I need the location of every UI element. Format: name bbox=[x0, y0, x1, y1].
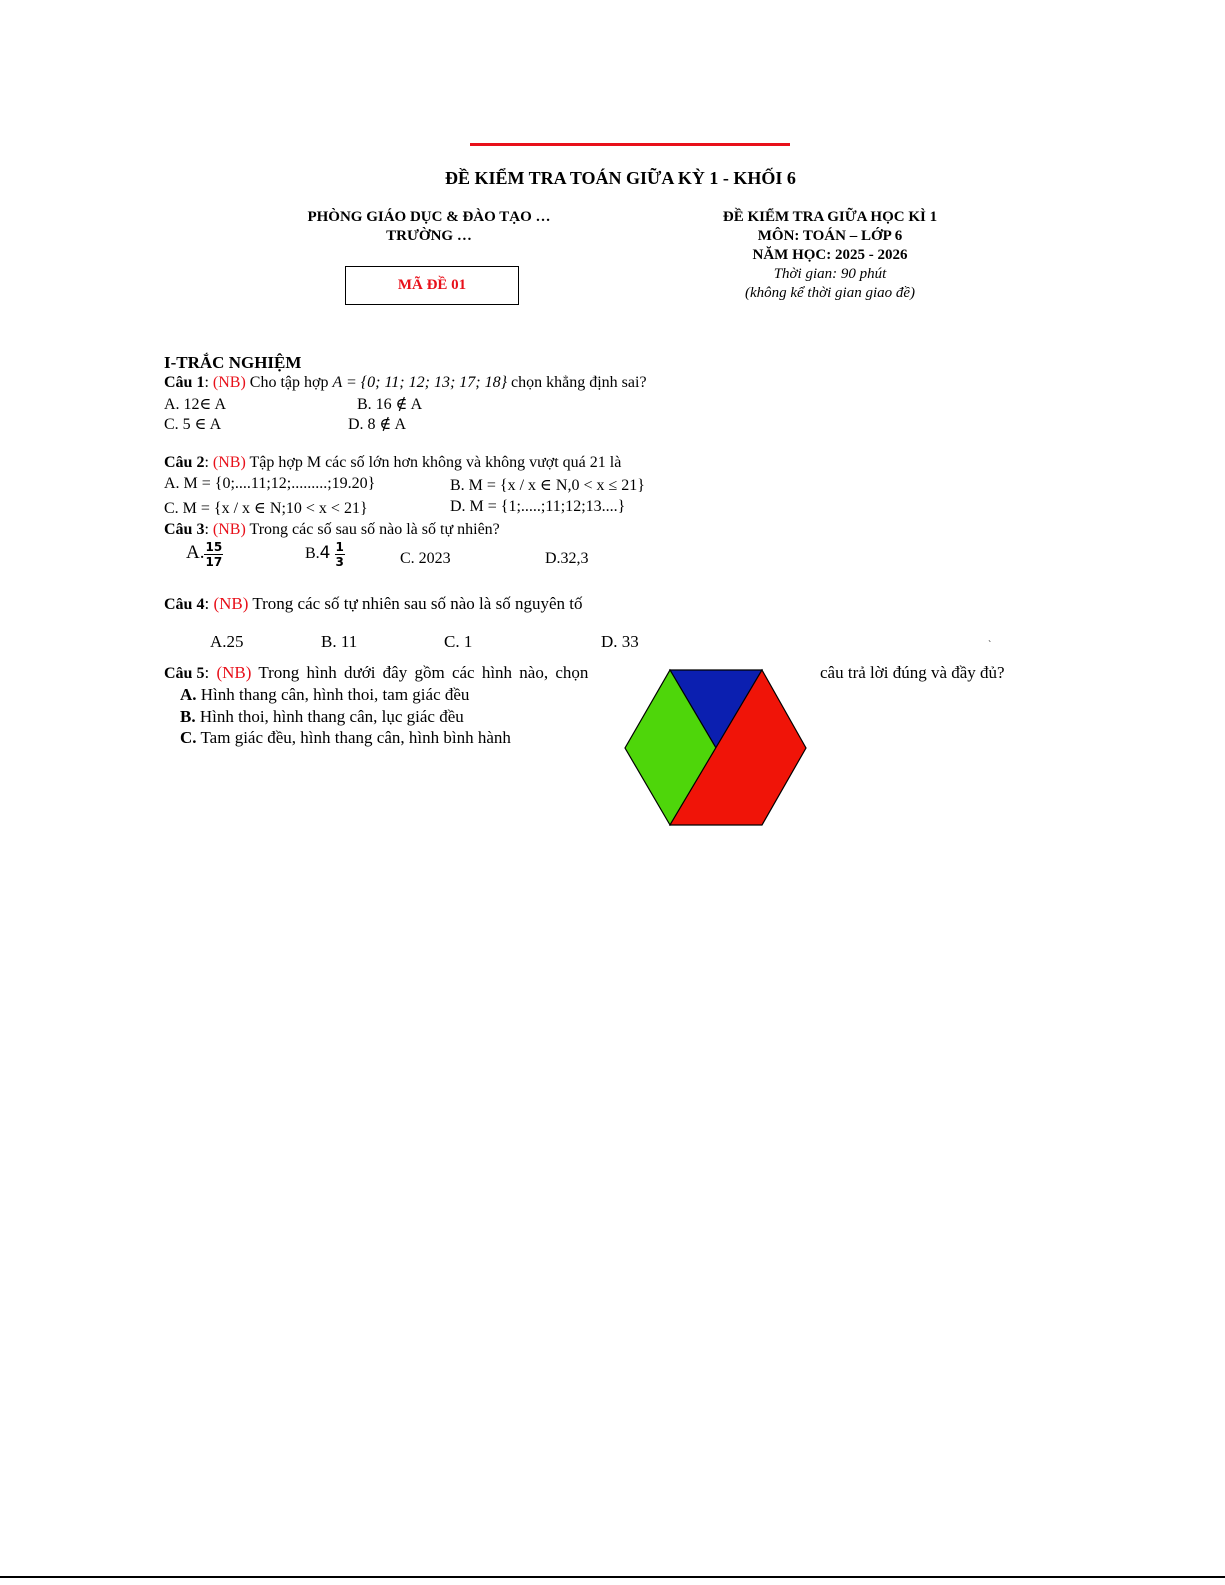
q4-text: Trong các số tự nhiên sau số nào là số nguyên tố bbox=[248, 594, 583, 613]
q1-option-a: A. 12∈ A bbox=[164, 396, 227, 413]
question-5: Câu 5: (NB) Trong hình dưới đây gồm các hình nào, chọn bbox=[164, 663, 589, 682]
q4-option-d: D. 33 bbox=[601, 632, 639, 651]
department-line: PHÒNG GIÁO DỤC & ĐÀO TẠO … bbox=[307, 209, 551, 225]
subject-line: MÔN: TOÁN – LỚP 6 bbox=[757, 228, 903, 244]
q5-option-b bbox=[180, 707, 464, 727]
q1-text-after: chọn khẳng định sai? bbox=[507, 374, 647, 391]
q5-level: (NB) bbox=[216, 663, 252, 682]
q2-option-d: D. M = {1;.....;11;12;13....} bbox=[450, 498, 626, 515]
q3-option-b-whole: 4 bbox=[319, 543, 331, 564]
top-red-rule bbox=[470, 143, 790, 146]
q4-option-b: B. 11 bbox=[321, 632, 358, 651]
q5-text-end: câu trả lời đúng và đầy đủ? bbox=[820, 663, 1005, 682]
duration-note: (không kể thời gian giao đề) bbox=[744, 285, 916, 301]
q3-option-a bbox=[186, 540, 223, 569]
q2-option-b: B. M = {x / x ∈ N,0 < x ≤ 21} bbox=[450, 477, 645, 494]
q3-text: Trong các số sau số nào là số tự nhiên? bbox=[245, 521, 500, 538]
exam-code: MÃ ĐỀ 01 bbox=[397, 277, 467, 293]
q5-text: Trong hình dưới đây gồm các hình nào, chọn bbox=[251, 663, 589, 682]
stray-mark: ` bbox=[988, 640, 992, 651]
q3-level: (NB) bbox=[212, 521, 246, 538]
hexagon-figure bbox=[620, 668, 810, 832]
document-title: ĐỀ KIỂM TRA TOÁN GIỮA KỲ 1 - KHỐI 6 bbox=[445, 168, 796, 188]
q3-label: Câu 3 bbox=[164, 521, 205, 538]
q3-option-c: C. 2023 bbox=[400, 550, 451, 567]
q1-label: Câu 1 bbox=[164, 374, 205, 391]
q5-label: Câu 5 bbox=[164, 665, 205, 682]
q4-option-a: A.25 bbox=[210, 632, 244, 651]
q3-option-b-denominator: 3 bbox=[335, 555, 344, 569]
q4-level: (NB) bbox=[213, 594, 249, 613]
q3-option-d: D.32,3 bbox=[545, 550, 589, 567]
q3-option-a-numerator: 15 bbox=[205, 540, 223, 554]
q3-option-b-fraction bbox=[335, 540, 345, 569]
duration-line: Thời gian: 90 phút bbox=[773, 266, 887, 282]
q1-text-before: Cho tập hợp bbox=[245, 374, 333, 391]
exam-code-box bbox=[345, 266, 519, 305]
question-1: Câu 1: (NB) Cho tập hợp A = {0; 11; 12; 13; 17; 18} chọn khẳng định sai? bbox=[164, 374, 647, 391]
q5-option-b-letter: B. bbox=[180, 707, 196, 726]
q1-level: (NB) bbox=[212, 374, 246, 391]
q5-option-c-text: Tam giác đều, hình thang cân, hình bình hành bbox=[196, 728, 511, 747]
question-4: Câu 4: (NB) Trong các số tự nhiên sau số nào là số nguyên tố bbox=[164, 594, 583, 613]
q1-option-d: D. 8 ∉ A bbox=[348, 416, 407, 433]
q2-option-c: C. M = {x / x ∈ N;10 < x < 21} bbox=[164, 500, 368, 517]
q5-option-c bbox=[180, 728, 511, 748]
q2-option-a: A. M = {0;....11;12;.........;19.20} bbox=[164, 475, 376, 492]
question-3: Câu 3: (NB) Trong các số sau số nào là số tự nhiên? bbox=[164, 521, 500, 538]
q2-text: Tập hợp M các số lớn hơn không và không vượt quá 21 là bbox=[245, 454, 622, 471]
q3-option-a-fraction bbox=[204, 540, 223, 569]
q2-label: Câu 2 bbox=[164, 454, 205, 471]
q3-option-a-denominator: 17 bbox=[205, 555, 223, 569]
q1-set: A = {0; 11; 12; 13; 17; 18} bbox=[332, 374, 508, 391]
school-year-line: NĂM HỌC: 2025 - 2026 bbox=[752, 247, 908, 263]
page-bottom-border bbox=[0, 1576, 1225, 1578]
q5-option-b-text: Hình thoi, hình thang cân, lục giác đều bbox=[195, 707, 464, 726]
q1-option-c: C. 5 ∈ A bbox=[164, 416, 222, 433]
section-title: I-TRẮC NGHIỆM bbox=[164, 353, 302, 372]
question-2: Câu 2: (NB) Tập hợp M các số lớn hơn không và không vượt quá 21 là bbox=[164, 454, 622, 471]
exam-name-line: ĐỀ KIỂM TRA GIỮA HỌC KÌ 1 bbox=[722, 209, 938, 225]
q3-option-a-prefix: A. bbox=[186, 542, 205, 564]
q4-label: Câu 4 bbox=[164, 596, 205, 613]
q5-option-a-letter: A. bbox=[180, 685, 197, 704]
q1-option-b: B. 16 ∉ A bbox=[357, 396, 423, 413]
q3-option-b-numerator: 1 bbox=[335, 540, 344, 554]
school-line: TRƯỜNG … bbox=[386, 228, 472, 244]
q3-option-b-prefix: B. bbox=[305, 545, 320, 563]
q3-option-b bbox=[305, 540, 345, 569]
q5-option-c-letter: C. bbox=[180, 728, 197, 747]
q2-level: (NB) bbox=[212, 454, 246, 471]
q4-option-c: C. 1 bbox=[444, 632, 473, 651]
q5-option-a bbox=[180, 685, 469, 705]
q5-option-a-text: Hình thang cân, hình thoi, tam giác đều bbox=[196, 685, 470, 704]
